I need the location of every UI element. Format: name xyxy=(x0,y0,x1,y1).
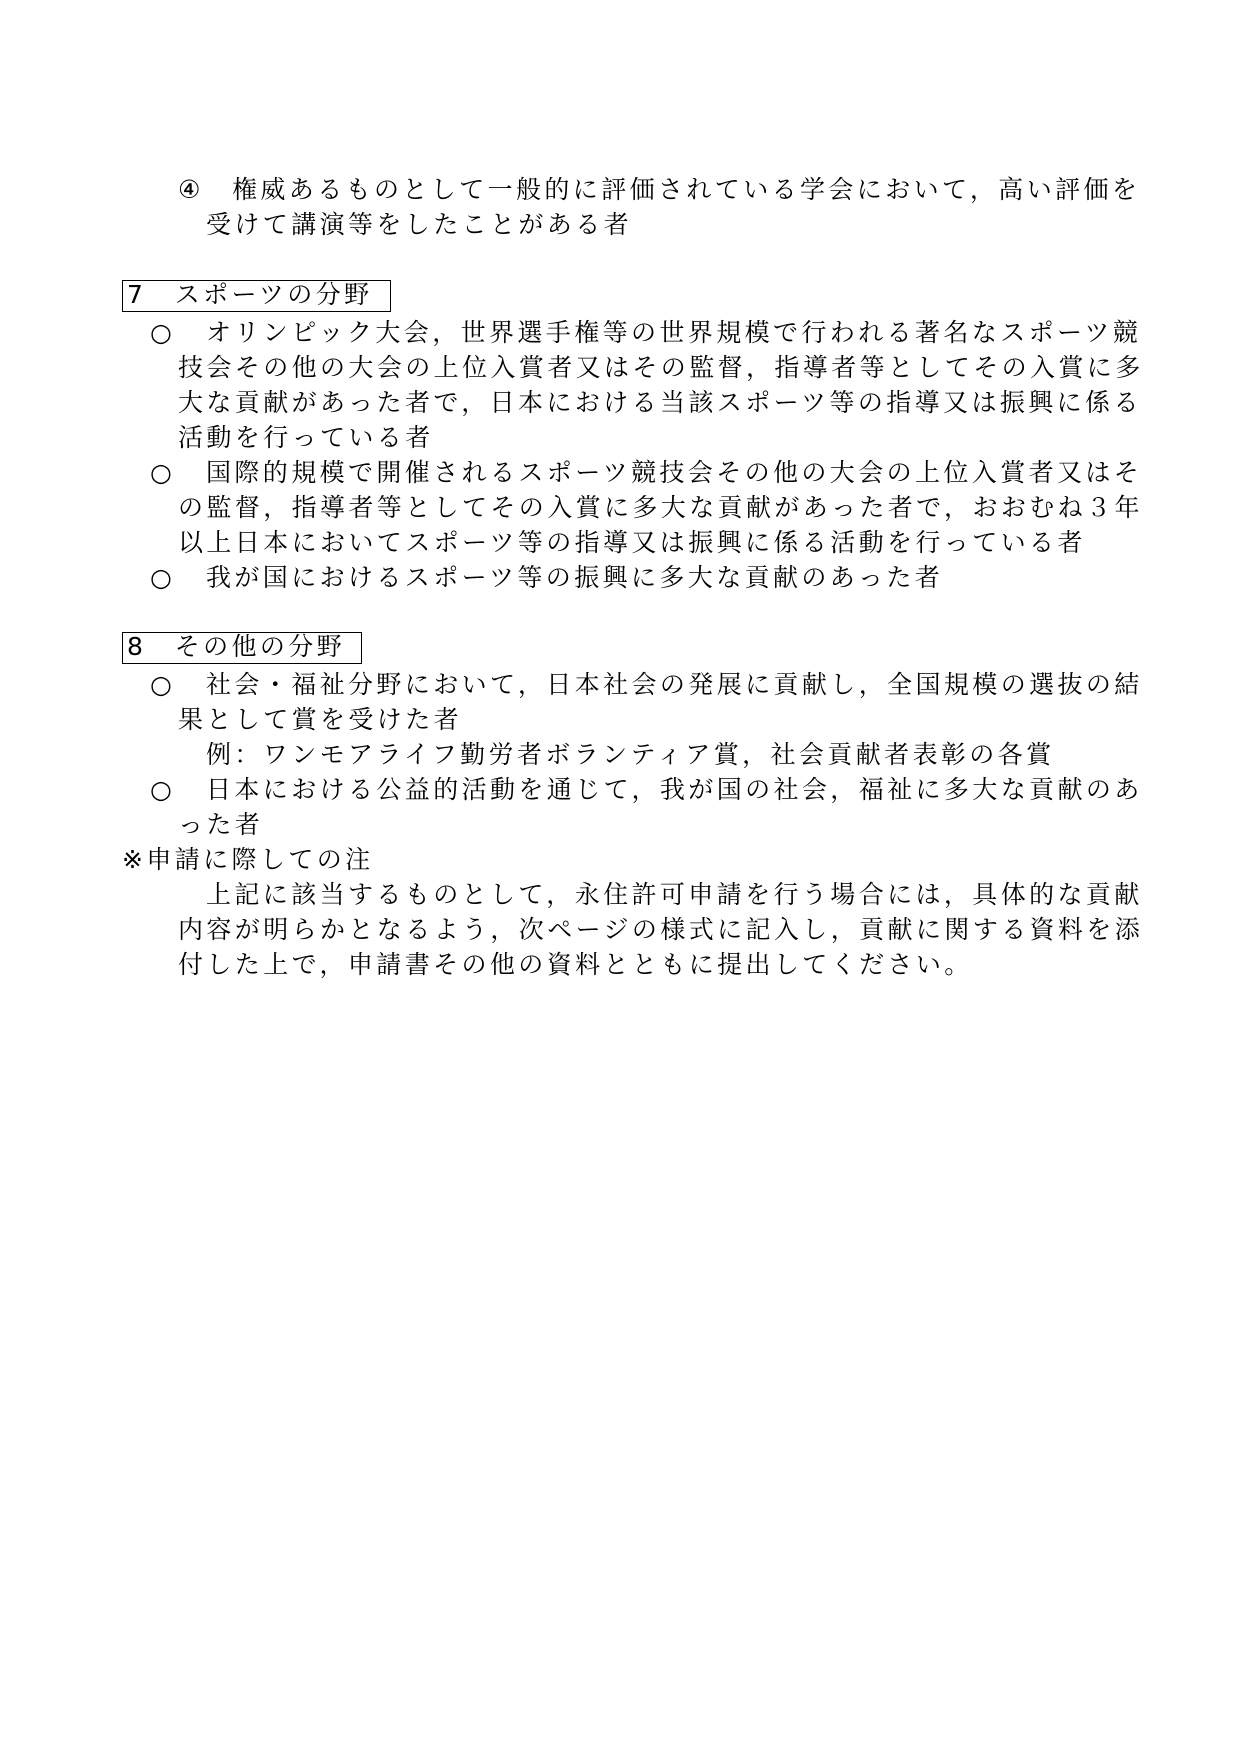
section8-item2-line1: 日本における公益的活動を通じて，我が国の社会，福祉に多大な貢献のあ xyxy=(206,775,1143,804)
note-line1: 上記に該当するものとして，永住許可申請を行う場合には，具体的な貢献 xyxy=(206,880,1143,909)
item4-line1: 権威あるものとして一般的に評価されている学会において，高い評価を xyxy=(232,175,1141,204)
section8-item1-line2: 果として賞を受けた者 xyxy=(178,705,463,734)
section7-item2-marker: ○ xyxy=(150,458,176,487)
section7-item1-line3: 大な貢献があった者で，日本における当該スポーツ等の指導又は振興に係る xyxy=(178,388,1142,417)
section7-item3-line1: 我が国におけるスポーツ等の振興に多大な貢献のあった者 xyxy=(206,563,944,592)
section8-item1-marker: ○ xyxy=(150,670,176,699)
note-line3: 付した上で，申請書その他の資料とともに提出してください。 xyxy=(178,950,973,979)
section7-item1-line2: 技会その他の大会の上位入賞者又はその監督，指導者等としてその入賞に多 xyxy=(178,353,1144,382)
section8-item1-line1: 社会・福祉分野において，日本社会の発展に貢献し，全国規模の選抜の結 xyxy=(206,670,1143,699)
section8-item2-line2: った者 xyxy=(178,810,264,839)
note-line2: 内容が明らかとなるよう，次ページの様式に記入し，貢献に関する資料を添 xyxy=(178,915,1144,944)
section7-item1-marker: ○ xyxy=(150,318,176,347)
section8-item2-marker: ○ xyxy=(150,775,176,804)
note-heading: ※申請に際しての注 xyxy=(122,845,374,874)
item4-marker: ④ xyxy=(178,175,204,204)
section7-item2-line2: の監督，指導者等としてその入賞に多大な貢献があった者で，おおむね３年 xyxy=(178,493,1143,522)
section7-item2-line3: 以上日本においてスポーツ等の指導又は振興に係る活動を行っている者 xyxy=(178,528,1086,557)
section7-heading: 7 スポーツの分野 xyxy=(122,280,391,312)
item4-line2: 受けて講演等をしたことがある者 xyxy=(206,210,633,239)
section7-item1-line1: オリンピック大会，世界選手権等の世界規模で行われる著名なスポーツ競 xyxy=(206,318,1142,347)
section8-item1-example: 例：ワンモアライフ勤労者ボランティア賞，社会貢献者表彰の各賞 xyxy=(206,740,1055,769)
section7-item2-line1: 国際的規模で開催されるスポーツ競技会その他の大会の上位入賞者又はそ xyxy=(206,458,1143,487)
section7-item1-line4: 活動を行っている者 xyxy=(178,423,434,452)
section8-heading: 8 その他の分野 xyxy=(122,632,362,664)
section7-item3-marker: ○ xyxy=(150,563,176,592)
